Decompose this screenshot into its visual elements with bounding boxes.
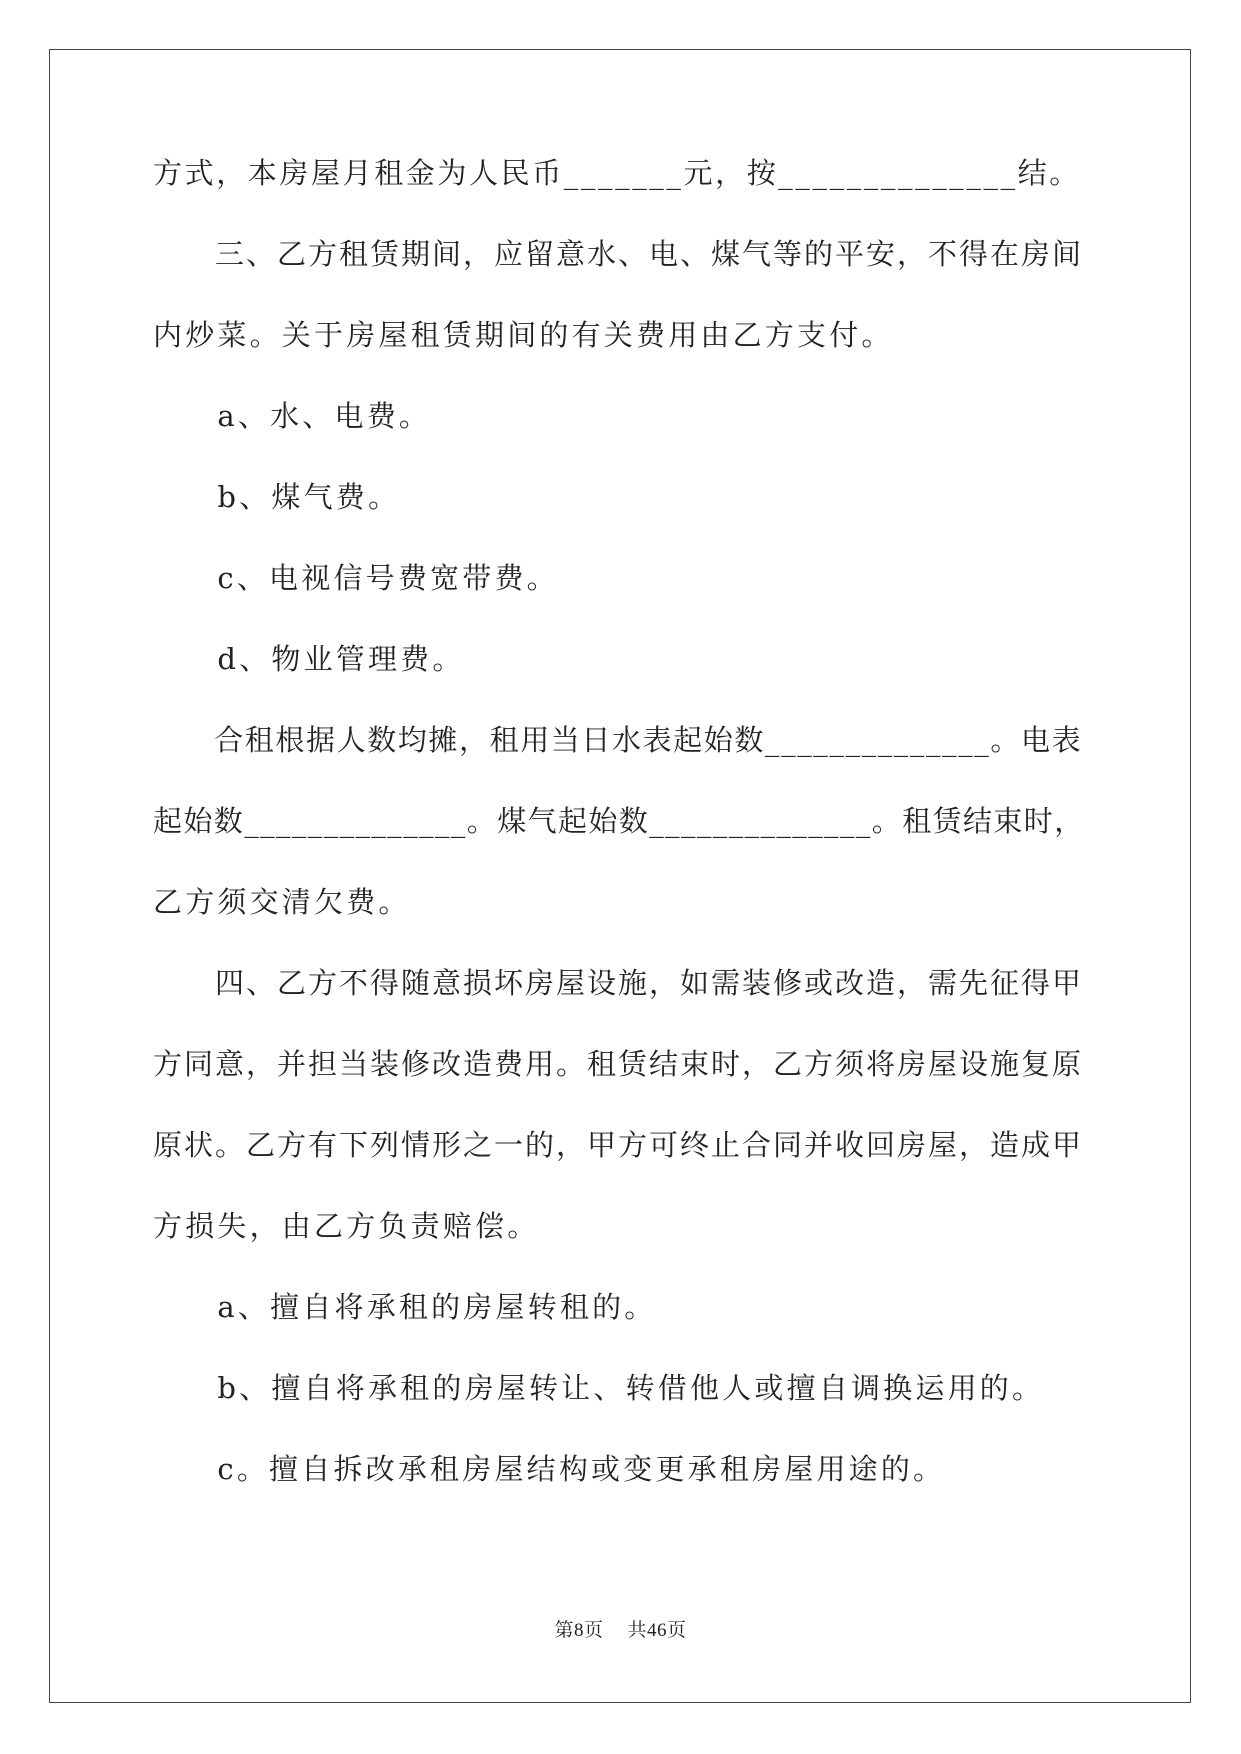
- text-line-17: c。擅自拆改承租房屋结构或变更承租房屋用途的。: [153, 1452, 946, 1486]
- page-total: 共46页: [627, 1619, 687, 1641]
- text-line-11: 四、乙方不得随意损坏房屋设施，如需装修或改造，需先征得甲: [153, 966, 1084, 1000]
- text-line-1: 方式，本房屋月租金为人民币_______元，按______________结。: [153, 156, 1081, 190]
- text-line-2: 三、乙方租赁期间，应留意水、电、煤气等的平安，不得在房间: [153, 237, 1084, 271]
- page-number: 第8页: [554, 1619, 604, 1641]
- text-line-4: a、水、电费。: [153, 399, 432, 433]
- text-line-16: b、擅自将承租的房屋转让、转借他人或擅自调换运用的。: [153, 1371, 1045, 1405]
- text-line-9: 起始数______________。煤气起始数______________。租赁结束时，: [153, 804, 1085, 838]
- text-line-15: a、擅自将承租的房屋转租的。: [153, 1290, 657, 1324]
- text-line-5: b、煤气费。: [153, 480, 401, 514]
- text-line-3: 内炒菜。关于房屋租赁期间的有关费用由乙方支付。: [153, 318, 894, 352]
- text-line-12: 方同意，并担当装修改造费用。租赁结束时，乙方须将房屋设施复原: [153, 1047, 1084, 1081]
- text-line-6: c、电视信号费宽带费。: [153, 561, 559, 595]
- text-line-8: 合租根据人数均摊，租用当日水表起始数______________。电表: [153, 723, 1083, 757]
- text-line-13: 原状。乙方有下列情形之一的，甲方可终止合同并收回房屋，造成甲: [153, 1128, 1084, 1162]
- page-footer: [0, 1617, 1241, 1644]
- text-line-7: d、物业管理费。: [153, 642, 465, 676]
- text-line-10: 乙方须交清欠费。: [153, 885, 411, 919]
- text-line-14: 方损失，由乙方负责赔偿。: [153, 1209, 540, 1243]
